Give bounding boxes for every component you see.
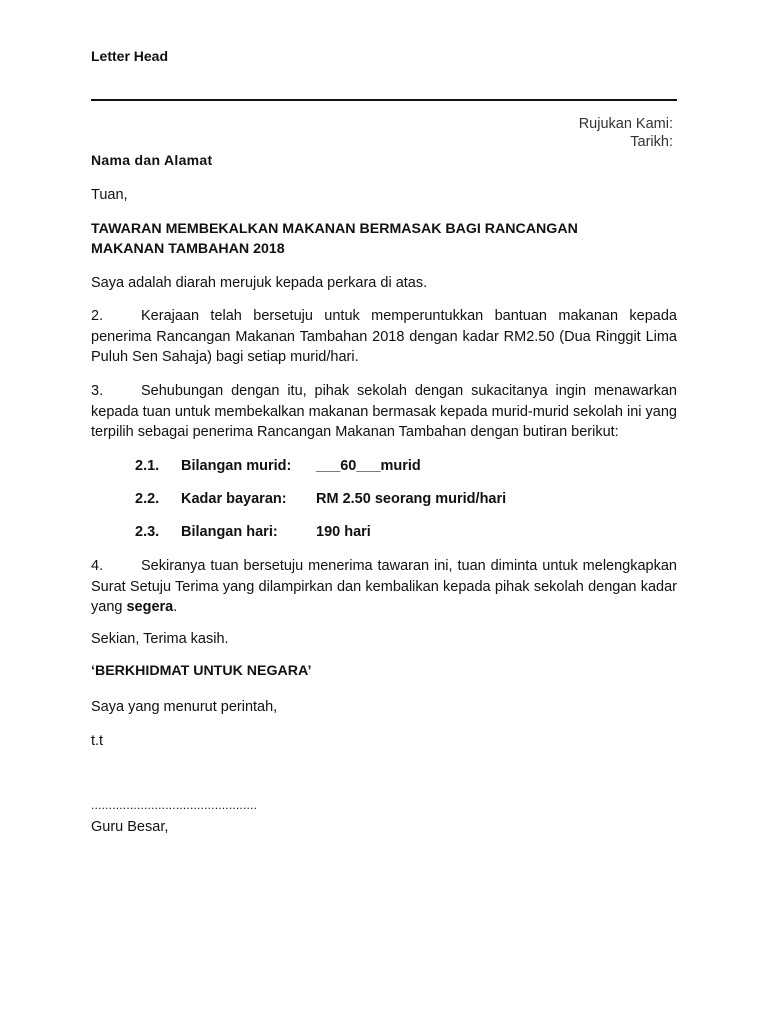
paragraph-text: Sehubungan dengan itu, pihak sekolah dengan sukacitanya ingin menawarkan kepada tuan untuk membekalkan makanan bermasak kepada murid-murid sekolah ini yang terpilih sebagai penerima Rancangan Makanan Tambahan dengan butiran berikut: xyxy=(91,383,677,440)
letterhead-divider xyxy=(91,99,677,101)
detail-value: ___60___murid xyxy=(316,458,421,474)
letter-head: Letter Head xyxy=(91,48,169,64)
subject-line-1: TAWARAN MEMBEKALKAN MAKANAN BERMASAK BAGI RANCANGAN xyxy=(91,221,578,237)
motto: ‘BERKHIDMAT UNTUK NEGARA’ xyxy=(91,663,312,679)
detail-value: 190 hari xyxy=(316,524,371,540)
detail-label: Kadar bayaran: xyxy=(181,491,287,507)
signature-line: ............................................... xyxy=(91,798,258,812)
paragraph-text: Sekiranya tuan bersetuju menerima tawaran ini, tuan diminta untuk melengkapkan Surat Setuju Terima yang dilampirkan dan kembalikan kepada pihak sekolah dengan kadar yang xyxy=(91,558,677,615)
date-label: Tarikh: xyxy=(630,134,673,150)
signature-placeholder: t.t xyxy=(91,733,104,749)
detail-number: 2.2. xyxy=(135,491,160,507)
closing-remark: Sekian, Terima kasih. xyxy=(91,631,229,647)
paragraph-4 xyxy=(91,556,677,618)
detail-label: Bilangan hari: xyxy=(181,524,278,540)
paragraph-number: 3. xyxy=(91,383,104,399)
letter-page xyxy=(91,0,677,1024)
detail-label: Bilangan murid: xyxy=(181,458,292,474)
salutation: Tuan, xyxy=(91,187,128,203)
signatory-title: Guru Besar, xyxy=(91,819,169,835)
paragraph-text: Kerajaan telah bersetuju untuk memperuntukkan bantuan makanan kepada penerima Rancangan Makanan Tambahan 2018 dengan kadar RM2.50 (Dua Ringgit Lima Puluh Sen Sahaja) bagi setiap murid/hari. xyxy=(91,308,677,365)
emphasis-text: segera xyxy=(126,599,174,615)
our-reference-label: Rujukan Kami: xyxy=(578,116,673,132)
opening-sentence: Saya adalah diarah merujuk kepada perkara di atas. xyxy=(91,275,428,291)
addressee-name-address: Nama dan Alamat xyxy=(91,152,213,168)
subject-heading xyxy=(91,219,677,259)
paragraph-3 xyxy=(91,381,677,443)
detail-value: RM 2.50 seorang murid/hari xyxy=(316,491,507,507)
subject-line-2: MAKANAN TAMBAHAN 2018 xyxy=(91,241,285,257)
detail-number: 2.1. xyxy=(135,458,160,474)
detail-number: 2.3. xyxy=(135,524,160,540)
reference-block xyxy=(579,115,673,151)
yours-faithfully: Saya yang menurut perintah, xyxy=(91,699,278,715)
paragraph-number: 2. xyxy=(91,308,104,324)
paragraph-number: 4. xyxy=(91,558,104,574)
paragraph-end-punctuation: . xyxy=(173,599,178,615)
paragraph-2 xyxy=(91,306,677,368)
